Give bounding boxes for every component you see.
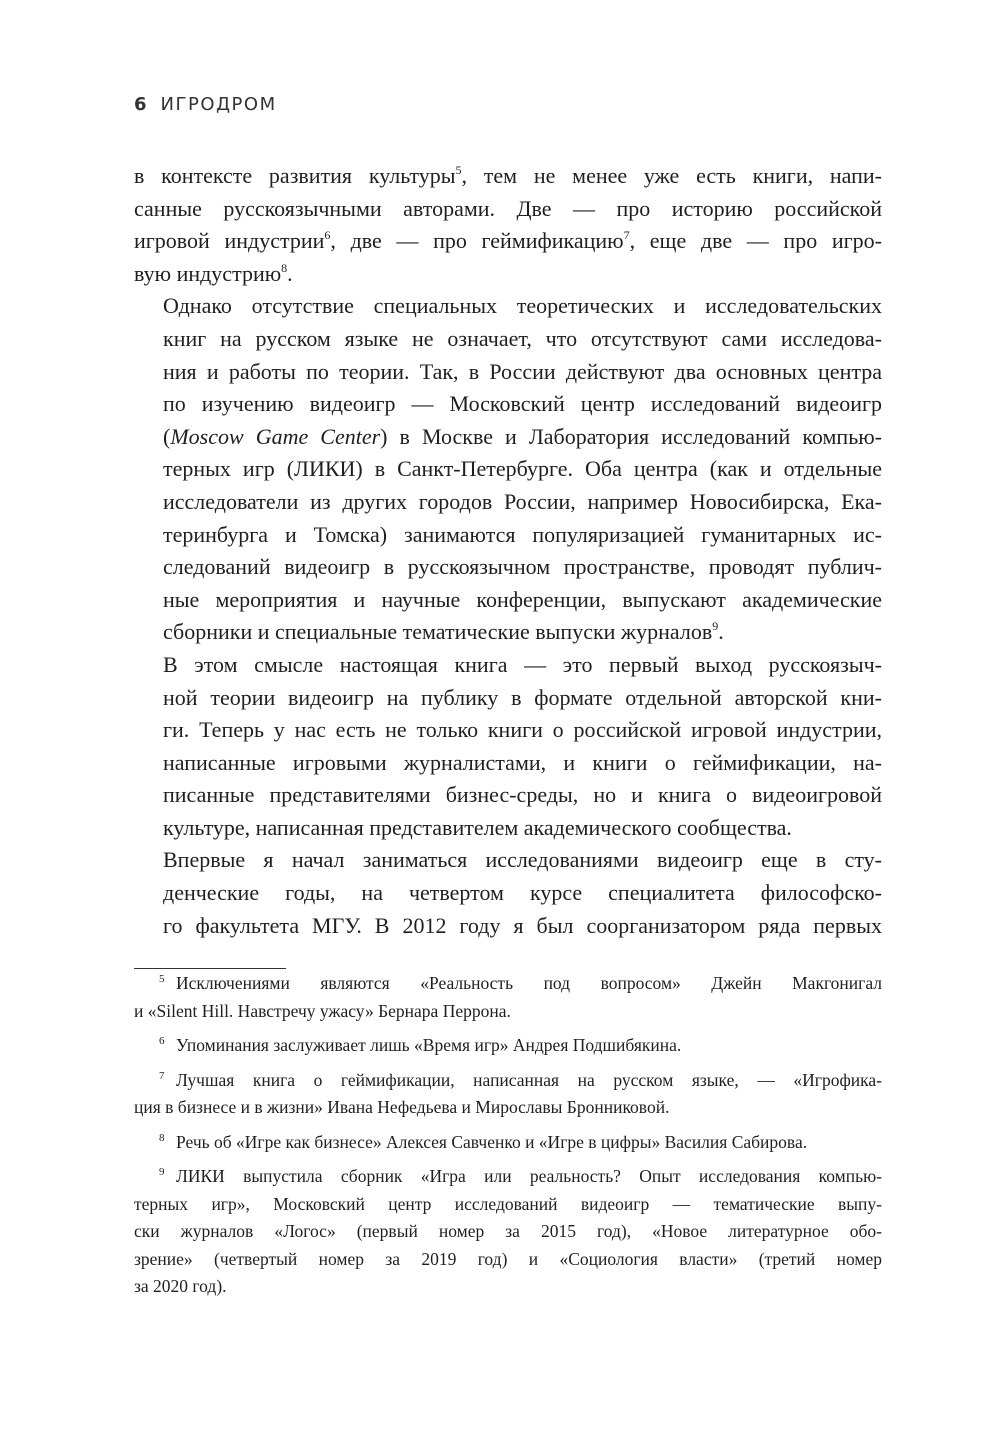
footnote-ref-5[interactable]: 5	[455, 163, 462, 177]
text-fragment: .	[718, 619, 724, 645]
text-fragment: вую индустрию	[134, 260, 282, 286]
text-fragment: сборники и специальные тематические выпуски журналов	[163, 619, 713, 645]
text-fragment: игровой индустрии	[134, 228, 325, 254]
text-line: ные мероприятия и научные конференции, выпускают академические	[163, 586, 882, 612]
text-fragment: (	[163, 423, 171, 449]
text-line: терных игр (ЛИКИ) в Санкт-Петербурге. Оба центра (как и отдельные	[163, 456, 882, 482]
footnote-line: зрение» (четвертый номер за 2019 год) и «Социология власти» (третий номер	[134, 1248, 882, 1269]
footnote-ref-7[interactable]: 7	[623, 228, 630, 243]
text-line	[134, 160, 882, 193]
italic-title: Moscow Game Center	[170, 423, 381, 449]
text-fragment: ) в Москве и Лаборатория исследований компью-	[380, 423, 882, 449]
footnote-ref-8[interactable]: 8	[281, 260, 288, 275]
paragraph-4	[134, 844, 882, 942]
text-line: исследователи из других городов России, например Новосибирска, Ека-	[163, 488, 882, 514]
footnote-6	[134, 1032, 882, 1060]
footnote-5	[134, 970, 882, 1025]
footnote-number: 5	[159, 973, 165, 985]
paragraph-2	[134, 290, 882, 649]
text-line: культуре, написанная представителем академического сообщества.	[163, 814, 792, 840]
footnote-line: Речь об «Игре как бизнесе» Алексея Савченко и «Игре в цифры» Василия Сабирова.	[176, 1131, 808, 1152]
text-fragment: , две — про геймификацию	[330, 228, 624, 254]
footnote-line: ски журналов «Логос» (первый номер за 2015 год), «Новое литературное обо-	[134, 1221, 882, 1241]
text-line: Однако отсутствие специальных теоретических и исследовательских	[163, 293, 882, 319]
footnote-line: ция в бизнесе и в жизни» Ивана Нефедьева и Мирославы Бронниковой.	[134, 1097, 670, 1117]
running-head	[134, 92, 277, 118]
text-line	[134, 421, 882, 454]
footnote-9	[134, 1163, 882, 1301]
text-line: Впервые я начал заниматься исследованиями видеоигр еще в сту-	[163, 847, 882, 873]
footnote-number: 9	[159, 1166, 165, 1178]
paragraph-1	[134, 160, 882, 290]
text-line	[134, 258, 882, 291]
text-line: написанные игровыми журналистами, и книги о геймификации, на-	[163, 749, 882, 775]
page-number: 6	[134, 94, 147, 115]
text-fragment: , тем не менее уже есть книги, напи-	[461, 163, 882, 188]
footnote-line: ЛИКИ выпустила сборник «Игра или реальность? Опыт исследования компью-	[176, 1166, 882, 1186]
footnote-number: 6	[159, 1035, 165, 1047]
text-line: санные русскоязычными авторами. Две — про историю российской	[134, 195, 882, 221]
text-line: следований видеоигр в русскоязычном пространстве, проводят публич-	[163, 554, 882, 580]
footnotes	[134, 970, 882, 1301]
text-line: го факультета МГУ. В 2012 году я был соорганизатором ряда первых	[163, 912, 882, 938]
footnote-number: 7	[159, 1069, 165, 1082]
text-line: книг на русском языке не означает, что отсутствуют сами исследова-	[163, 325, 882, 351]
text-line: ния и работы по теории. Так, в России действуют два основных центра	[163, 358, 882, 384]
footnote-line: Упоминания заслуживает лишь «Время игр» Андрея Подшибякина.	[176, 1035, 682, 1055]
text-line: теринбурга и Томска) занимаются популяризацией гуманитарных ис-	[163, 521, 882, 547]
text-fragment: .	[287, 260, 293, 286]
text-line: писанные представителями бизнес-среды, но и книга о видеоигровой	[163, 782, 882, 808]
text-fragment: , еще две — про игро-	[629, 228, 882, 254]
paragraph-3	[134, 649, 882, 845]
footnote-line: Лучшая книга о геймификации, написанная на русском языке, — «Игрофика-	[176, 1069, 882, 1090]
footnote-8	[134, 1129, 882, 1157]
footnote-line: и «Silent Hill. Навстречу ужасу» Бернара Перрона.	[134, 1000, 511, 1021]
footnote-number: 8	[159, 1131, 165, 1144]
main-text	[134, 160, 882, 942]
footnote-ref-6[interactable]: 6	[324, 228, 331, 243]
footnote-separator	[134, 968, 286, 969]
footnote-line: Исключениями являются «Реальность под вопросом» Джейн Макгонигал	[176, 973, 882, 993]
text-line: ги. Теперь у нас есть не только книги о российской игровой индустрии,	[163, 717, 882, 743]
text-line: ной теории видеоигр на публику в формате отдельной авторской кни-	[163, 684, 882, 710]
footnote-line: за 2020 год).	[134, 1276, 227, 1296]
text-line	[134, 225, 882, 258]
text-line: денческие годы, на четвертом курсе специалитета философско-	[163, 880, 882, 906]
text-fragment: в контексте развития культуры	[134, 163, 456, 188]
footnote-ref-9[interactable]: 9	[712, 619, 719, 634]
footnote-7	[134, 1067, 882, 1122]
footnote-line: терных игр», Московский центр исследований видеоигр — тематические выпу-	[134, 1193, 882, 1214]
running-title: ИГРОДРОМ	[160, 94, 277, 115]
text-line: В этом смысле настоящая книга — это первый выход русскоязыч-	[163, 651, 882, 677]
text-line	[134, 616, 882, 649]
text-line: по изучению видеоигр — Московский центр исследований видеоигр	[163, 391, 882, 417]
